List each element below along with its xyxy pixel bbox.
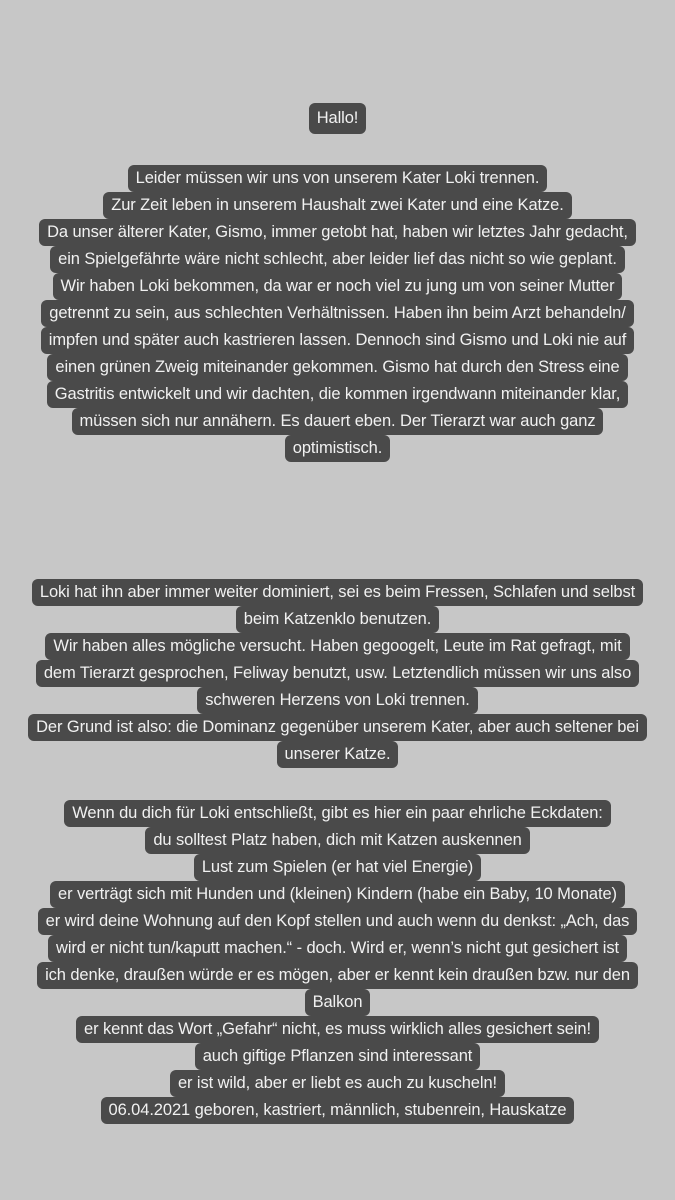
text-line: Da unser älterer Kater, Gismo, immer getobt hat, haben wir letztes Jahr gedacht, [39, 219, 636, 246]
text-line: Loki hat ihn aber immer weiter dominiert, sei es beim Fressen, Schlafen und selbst [32, 579, 643, 606]
text-line: beim Katzenklo benutzen. [236, 606, 439, 633]
text-line: impfen und später auch kastrieren lassen. Dennoch sind Gismo und Loki nie auf [41, 327, 634, 354]
text-line: du solltest Platz haben, dich mit Katzen auskennen [145, 827, 529, 854]
text-line: Gastritis entwickelt und wir dachten, die kommen irgendwann miteinander klar, [47, 381, 629, 408]
text-line: dem Tierarzt gesprochen, Feliway benutzt, usw. Letztendlich müssen wir uns also [36, 660, 639, 687]
intro-paragraph [0, 165, 675, 462]
text-line: unserer Katze. [277, 741, 399, 768]
text-line: Balkon [305, 989, 371, 1016]
text-line: optimistisch. [285, 435, 390, 462]
text-line: Wir haben alles mögliche versucht. Haben gegoogelt, Leute im Rat gefragt, mit [45, 633, 629, 660]
text-line: Der Grund ist also: die Dominanz gegenüber unserem Kater, aber auch seltener bei [28, 714, 647, 741]
text-line: ein Spielgefährte wäre nicht schlecht, aber leider lief das nicht so wie geplant. [50, 246, 625, 273]
text-line: 06.04.2021 geboren, kastriert, männlich, stubenrein, Hauskatze [101, 1097, 575, 1124]
text-line: getrennt zu sein, aus schlechten Verhältnissen. Haben ihn beim Arzt behandeln/ [41, 300, 634, 327]
reason-paragraph [0, 579, 675, 768]
text-line: wird er nicht tun/kaputt machen.“ - doch. Wird er, wenn’s nicht gut gesichert ist [48, 935, 627, 962]
text-line: schweren Herzens von Loki trennen. [197, 687, 477, 714]
text-line: Lust zum Spielen (er hat viel Energie) [194, 854, 481, 881]
text-line: Zur Zeit leben in unserem Haushalt zwei Kater und eine Katze. [103, 192, 571, 219]
text-line: er wird deine Wohnung auf den Kopf stellen und auch wenn du denkst: „Ach, das [38, 908, 638, 935]
greeting-block [0, 103, 675, 134]
facts-paragraph [0, 800, 675, 1124]
text-line: Leider müssen wir uns von unserem Kater Loki trennen. [128, 165, 548, 192]
text-line: müssen sich nur annähern. Es dauert eben. Der Tierarzt war auch ganz [72, 408, 604, 435]
text-line: er verträgt sich mit Hunden und (kleinen) Kindern (habe ein Baby, 10 Monate) [50, 881, 625, 908]
text-line: auch giftige Pflanzen sind interessant [195, 1043, 481, 1070]
text-line: ich denke, draußen würde er es mögen, aber er kennt kein draußen bzw. nur den [37, 962, 638, 989]
text-line: er kennt das Wort „Gefahr“ nicht, es muss wirklich alles gesichert sein! [76, 1016, 599, 1043]
greeting-text: Hallo! [309, 103, 367, 134]
text-line: Wenn du dich für Loki entschließt, gibt es hier ein paar ehrliche Eckdaten: [64, 800, 611, 827]
text-line: er ist wild, aber er liebt es auch zu kuscheln! [170, 1070, 505, 1097]
text-line: einen grünen Zweig miteinander gekommen. Gismo hat durch den Stress eine [47, 354, 627, 381]
text-line: Wir haben Loki bekommen, da war er noch viel zu jung um von seiner Mutter [53, 273, 623, 300]
